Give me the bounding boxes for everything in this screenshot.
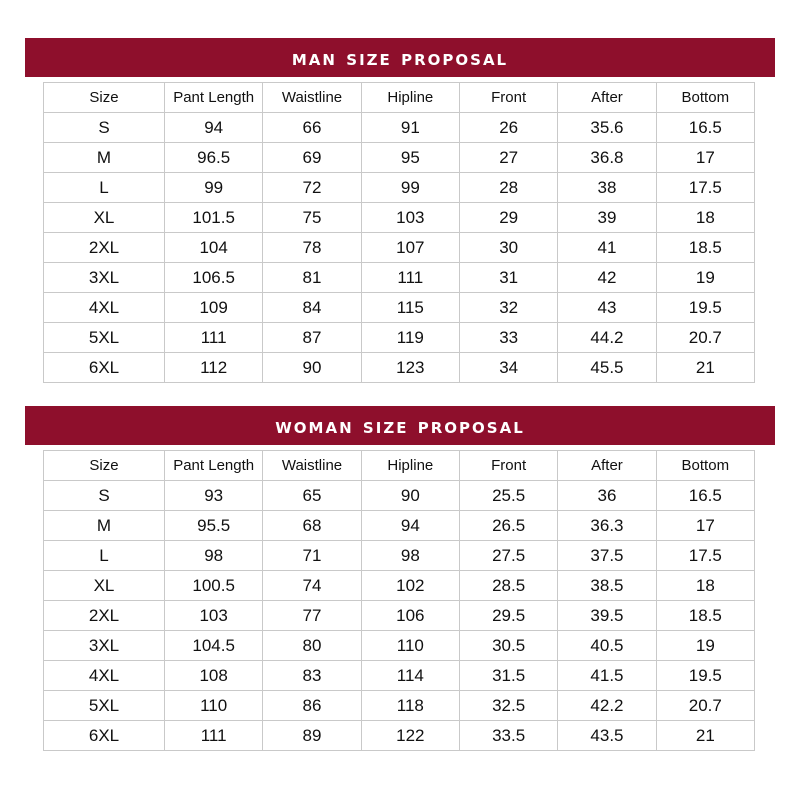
cell-size: 5XL <box>44 323 165 353</box>
header-bottom: Bottom <box>656 451 754 481</box>
cell-waistline: 90 <box>263 353 361 383</box>
cell-front: 29.5 <box>459 601 557 631</box>
cell-hipline: 107 <box>361 233 459 263</box>
man-size-title: man size proposal <box>291 45 509 70</box>
header-front: Front <box>459 451 557 481</box>
cell-waistline: 75 <box>263 203 361 233</box>
man-size-banner <box>25 38 775 77</box>
cell-pant-length: 111 <box>165 721 263 751</box>
cell-size: M <box>44 511 165 541</box>
table-header-row <box>44 451 755 481</box>
cell-size: 6XL <box>44 353 165 383</box>
cell-after: 42.2 <box>558 691 656 721</box>
cell-hipline: 90 <box>361 481 459 511</box>
cell-bottom: 19 <box>656 631 754 661</box>
header-size: Size <box>44 83 165 113</box>
table-row <box>44 173 755 203</box>
header-front: Front <box>459 83 557 113</box>
cell-size: 4XL <box>44 293 165 323</box>
header-bottom: Bottom <box>656 83 754 113</box>
cell-waistline: 77 <box>263 601 361 631</box>
cell-after: 39.5 <box>558 601 656 631</box>
cell-front: 31.5 <box>459 661 557 691</box>
cell-size: M <box>44 143 165 173</box>
cell-after: 36.3 <box>558 511 656 541</box>
cell-waistline: 72 <box>263 173 361 203</box>
cell-after: 44.2 <box>558 323 656 353</box>
cell-after: 43.5 <box>558 721 656 751</box>
woman-size-title: woman size proposal <box>275 413 525 438</box>
cell-waistline: 89 <box>263 721 361 751</box>
cell-front: 27 <box>459 143 557 173</box>
woman-size-table <box>43 450 755 751</box>
table-row <box>44 353 755 383</box>
cell-hipline: 115 <box>361 293 459 323</box>
cell-waistline: 83 <box>263 661 361 691</box>
cell-after: 40.5 <box>558 631 656 661</box>
cell-hipline: 111 <box>361 263 459 293</box>
man-size-table <box>43 82 755 383</box>
cell-front: 27.5 <box>459 541 557 571</box>
cell-size: XL <box>44 203 165 233</box>
cell-front: 34 <box>459 353 557 383</box>
cell-hipline: 91 <box>361 113 459 143</box>
cell-waistline: 87 <box>263 323 361 353</box>
cell-after: 42 <box>558 263 656 293</box>
cell-front: 28.5 <box>459 571 557 601</box>
cell-waistline: 86 <box>263 691 361 721</box>
cell-size: 3XL <box>44 263 165 293</box>
cell-bottom: 21 <box>656 721 754 751</box>
cell-pant-length: 99 <box>165 173 263 203</box>
cell-after: 41.5 <box>558 661 656 691</box>
cell-hipline: 98 <box>361 541 459 571</box>
cell-waistline: 66 <box>263 113 361 143</box>
woman-size-banner <box>25 406 775 445</box>
cell-pant-length: 112 <box>165 353 263 383</box>
cell-waistline: 78 <box>263 233 361 263</box>
cell-hipline: 95 <box>361 143 459 173</box>
cell-bottom: 18 <box>656 203 754 233</box>
cell-bottom: 17.5 <box>656 173 754 203</box>
cell-after: 43 <box>558 293 656 323</box>
header-after: After <box>558 83 656 113</box>
cell-bottom: 17 <box>656 511 754 541</box>
header-hipline: Hipline <box>361 83 459 113</box>
cell-waistline: 84 <box>263 293 361 323</box>
header-after: After <box>558 451 656 481</box>
cell-waistline: 69 <box>263 143 361 173</box>
cell-size: 6XL <box>44 721 165 751</box>
cell-size: 3XL <box>44 631 165 661</box>
cell-size: 4XL <box>44 661 165 691</box>
cell-hipline: 119 <box>361 323 459 353</box>
cell-pant-length: 100.5 <box>165 571 263 601</box>
header-waistline: Waistline <box>263 451 361 481</box>
header-pant-length: Pant Length <box>165 83 263 113</box>
cell-hipline: 99 <box>361 173 459 203</box>
table-row <box>44 481 755 511</box>
cell-hipline: 110 <box>361 631 459 661</box>
cell-front: 26.5 <box>459 511 557 541</box>
cell-after: 38.5 <box>558 571 656 601</box>
cell-bottom: 18.5 <box>656 233 754 263</box>
table-row <box>44 203 755 233</box>
cell-after: 35.6 <box>558 113 656 143</box>
cell-size: S <box>44 481 165 511</box>
table-row <box>44 721 755 751</box>
cell-pant-length: 109 <box>165 293 263 323</box>
cell-pant-length: 110 <box>165 691 263 721</box>
cell-waistline: 68 <box>263 511 361 541</box>
table-row <box>44 691 755 721</box>
cell-bottom: 16.5 <box>656 481 754 511</box>
cell-size: 2XL <box>44 601 165 631</box>
cell-pant-length: 93 <box>165 481 263 511</box>
table-row <box>44 143 755 173</box>
cell-pant-length: 104.5 <box>165 631 263 661</box>
table-row <box>44 631 755 661</box>
cell-front: 29 <box>459 203 557 233</box>
cell-hipline: 94 <box>361 511 459 541</box>
cell-pant-length: 108 <box>165 661 263 691</box>
cell-after: 39 <box>558 203 656 233</box>
cell-waistline: 80 <box>263 631 361 661</box>
cell-pant-length: 106.5 <box>165 263 263 293</box>
cell-front: 25.5 <box>459 481 557 511</box>
table-row <box>44 661 755 691</box>
cell-hipline: 103 <box>361 203 459 233</box>
cell-size: 5XL <box>44 691 165 721</box>
table-row <box>44 263 755 293</box>
cell-waistline: 71 <box>263 541 361 571</box>
cell-bottom: 16.5 <box>656 113 754 143</box>
cell-front: 32.5 <box>459 691 557 721</box>
cell-pant-length: 95.5 <box>165 511 263 541</box>
table-row <box>44 323 755 353</box>
header-size: Size <box>44 451 165 481</box>
cell-pant-length: 104 <box>165 233 263 263</box>
cell-front: 28 <box>459 173 557 203</box>
table-row <box>44 233 755 263</box>
cell-hipline: 122 <box>361 721 459 751</box>
cell-hipline: 102 <box>361 571 459 601</box>
table-header-row <box>44 83 755 113</box>
cell-bottom: 18.5 <box>656 601 754 631</box>
cell-front: 26 <box>459 113 557 143</box>
cell-front: 33.5 <box>459 721 557 751</box>
cell-size: XL <box>44 571 165 601</box>
table-row <box>44 293 755 323</box>
table-row <box>44 601 755 631</box>
cell-bottom: 17.5 <box>656 541 754 571</box>
cell-front: 30.5 <box>459 631 557 661</box>
cell-size: 2XL <box>44 233 165 263</box>
cell-pant-length: 101.5 <box>165 203 263 233</box>
cell-size: L <box>44 541 165 571</box>
cell-bottom: 19 <box>656 263 754 293</box>
cell-hipline: 106 <box>361 601 459 631</box>
cell-after: 36 <box>558 481 656 511</box>
cell-front: 32 <box>459 293 557 323</box>
cell-after: 41 <box>558 233 656 263</box>
cell-bottom: 19.5 <box>656 661 754 691</box>
cell-after: 38 <box>558 173 656 203</box>
table-row <box>44 541 755 571</box>
cell-waistline: 74 <box>263 571 361 601</box>
cell-waistline: 65 <box>263 481 361 511</box>
cell-bottom: 19.5 <box>656 293 754 323</box>
cell-bottom: 18 <box>656 571 754 601</box>
header-waistline: Waistline <box>263 83 361 113</box>
cell-size: S <box>44 113 165 143</box>
table-row <box>44 571 755 601</box>
cell-pant-length: 103 <box>165 601 263 631</box>
cell-after: 45.5 <box>558 353 656 383</box>
cell-pant-length: 94 <box>165 113 263 143</box>
cell-hipline: 123 <box>361 353 459 383</box>
cell-front: 31 <box>459 263 557 293</box>
cell-bottom: 20.7 <box>656 691 754 721</box>
cell-bottom: 17 <box>656 143 754 173</box>
table-row <box>44 113 755 143</box>
cell-after: 37.5 <box>558 541 656 571</box>
cell-size: L <box>44 173 165 203</box>
cell-hipline: 118 <box>361 691 459 721</box>
cell-after: 36.8 <box>558 143 656 173</box>
cell-hipline: 114 <box>361 661 459 691</box>
cell-waistline: 81 <box>263 263 361 293</box>
cell-bottom: 21 <box>656 353 754 383</box>
cell-pant-length: 96.5 <box>165 143 263 173</box>
cell-pant-length: 98 <box>165 541 263 571</box>
cell-pant-length: 111 <box>165 323 263 353</box>
cell-front: 30 <box>459 233 557 263</box>
cell-front: 33 <box>459 323 557 353</box>
header-hipline: Hipline <box>361 451 459 481</box>
table-row <box>44 511 755 541</box>
header-pant-length: Pant Length <box>165 451 263 481</box>
cell-bottom: 20.7 <box>656 323 754 353</box>
